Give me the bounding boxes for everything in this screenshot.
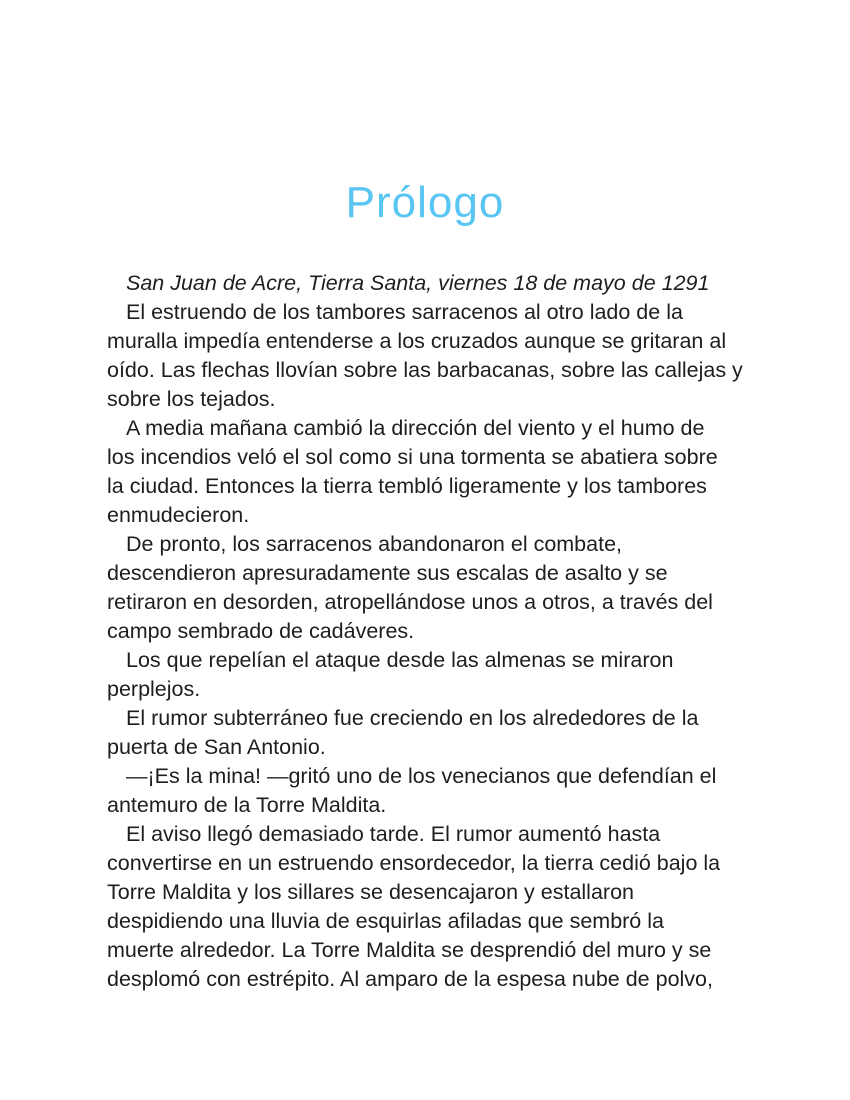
text-line: despidiendo una lluvia de esquirlas afiladas que sembró la — [107, 909, 664, 933]
paragraph — [107, 704, 772, 762]
text-line: De pronto, los sarracenos abandonaron el combate, — [126, 532, 623, 556]
text-line: antemuro de la Torre Maldita. — [107, 793, 387, 817]
text-line: los incendios veló el sol como si una tormenta se abatiera sobre — [107, 445, 718, 469]
text-line: convertirse en un estruendo ensordecedor, la tierra cedió bajo la — [107, 851, 721, 875]
text-line: El rumor subterráneo fue creciendo en los alrededores de la — [126, 706, 699, 730]
paragraph — [107, 414, 772, 530]
chapter-title: Prólogo — [345, 178, 505, 227]
text-line: perplejos. — [107, 677, 201, 701]
text-line: oído. Las flechas llovían sobre las barbacanas, sobre las callejas y — [107, 358, 743, 382]
text-line: campo sembrado de cadáveres. — [107, 619, 415, 643]
text-line: muerte alrededor. La Torre Maldita se desprendió del muro y se — [107, 938, 712, 962]
text-line: El estruendo de los tambores sarracenos al otro lado de la — [126, 300, 683, 324]
text-line: la ciudad. Entonces la tierra tembló ligeramente y los tambores — [107, 474, 707, 498]
text-line: —¡Es la mina! —gritó uno de los venecianos que defendían el — [126, 764, 717, 788]
text-line: Torre Maldita y los sillares se desencajaron y estallaron — [107, 880, 634, 904]
text-line: San Juan de Acre, Tierra Santa, viernes 18 de mayo de 1291 — [126, 271, 710, 295]
text-line: descendieron apresuradamente sus escalas de asalto y se — [107, 561, 668, 585]
text-line: El aviso llegó demasiado tarde. El rumor aumentó hasta — [126, 822, 661, 846]
body-text — [107, 269, 772, 994]
text-line: desplomó con estrépito. Al amparo de la espesa nube de polvo, — [107, 967, 713, 991]
paragraph — [107, 530, 772, 646]
paragraph — [107, 298, 772, 414]
text-line: muralla impedía entenderse a los cruzados aunque se gritaran al — [107, 329, 727, 353]
text-line: Los que repelían el ataque desde las almenas se miraron — [126, 648, 674, 672]
text-line: sobre los tejados. — [107, 387, 276, 411]
text-line: puerta de San Antonio. — [107, 735, 326, 759]
text-line: retiraron en desorden, atropellándose unos a otros, a través del — [107, 590, 713, 614]
paragraph — [107, 646, 772, 704]
text-line: enmudecieron. — [107, 503, 250, 527]
dateline-paragraph — [107, 269, 772, 298]
paragraph — [107, 762, 772, 820]
text-line: A media mañana cambió la dirección del viento y el humo de — [126, 416, 705, 440]
paragraph — [107, 820, 772, 994]
